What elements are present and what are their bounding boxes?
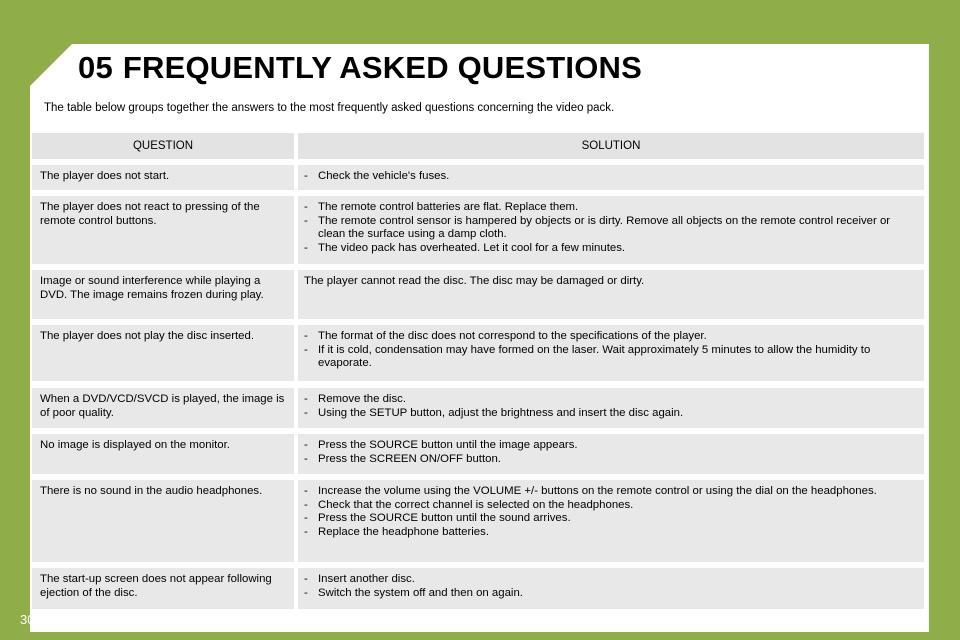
question-cell: The player does not react to pressing of the remote control buttons. [32,196,294,264]
solution-cell [298,434,924,474]
faq-row [30,325,929,381]
solution-item: - The remote control sensor is hampered by objects or is dirty. Remove all objects on the remote control receiver or clean the surface using a damp cloth. [304,215,916,242]
page-title [78,50,642,86]
question-cell: When a DVD/VCD/SVCD is played, the image is of poor quality. [32,388,294,428]
page-corner-cut [30,44,72,86]
faq-row [30,434,929,474]
solution-item: - Replace the headphone batteries. [304,526,916,540]
solution-item: - The video pack has overheated. Let it cool for a few minutes. [304,242,916,256]
question-cell: There is no sound in the audio headphones. [32,480,294,562]
question-cell: No image is displayed on the monitor. [32,434,294,474]
solution-item: - The format of the disc does not correspond to the specifications of the player. [304,330,916,344]
section-number: 05 [78,50,113,85]
solution-item: - Check that the correct channel is selected on the headphones. [304,499,916,513]
solution-item: - The remote control batteries are flat. Replace them. [304,201,916,215]
solution-item: - Insert another disc. [304,573,916,587]
solution-item: - Remove the disc. [304,393,916,407]
solution-item: - If it is cold, condensation may have formed on the laser. Wait approximately 5 minutes to allow the humidity to evaporate. [304,344,916,371]
faq-row [30,165,929,190]
solution-item: - Check the vehicle's fuses. [304,170,916,184]
question-cell: The player does not start. [32,165,294,190]
solution-cell [298,196,924,264]
solution-cell [298,568,924,609]
faq-row [30,196,929,264]
title-text: FREQUENTLY ASKED QUESTIONS [122,50,642,85]
solution-cell [298,165,924,190]
faq-row [30,480,929,562]
solution-item: - Using the SETUP button, adjust the brightness and insert the disc again. [304,407,916,421]
solution-item: - Press the SOURCE button until the image appears. [304,439,916,453]
solution-item: - Press the SCREEN ON/OFF button. [304,453,916,467]
page-number: 304 [20,612,42,627]
solution-item: - Press the SOURCE button until the sound arrives. [304,512,916,526]
question-cell: The player does not play the disc inserted. [32,325,294,381]
faq-row [30,270,929,319]
question-cell: The start-up screen does not appear following ejection of the disc. [32,568,294,609]
solution-column-header: SOLUTION [298,133,924,159]
solution-item: - Switch the system off and then on again. [304,587,916,601]
solution-cell [298,480,924,562]
solution-item: - Increase the volume using the VOLUME +/- buttons on the remote control or using the dial on the headphones. [304,485,916,499]
faq-row [30,388,929,428]
solution-cell [298,325,924,381]
faq-row [30,568,929,609]
solution-cell [298,388,924,428]
intro-text: The table below groups together the answers to the most frequently asked questions concerning the video pack. [44,102,615,114]
question-cell: Image or sound interference while playing a DVD. The image remains frozen during play. [32,270,294,319]
solution-cell: The player cannot read the disc. The disc may be damaged or dirty. [298,270,924,319]
question-column-header: QUESTION [32,133,294,159]
